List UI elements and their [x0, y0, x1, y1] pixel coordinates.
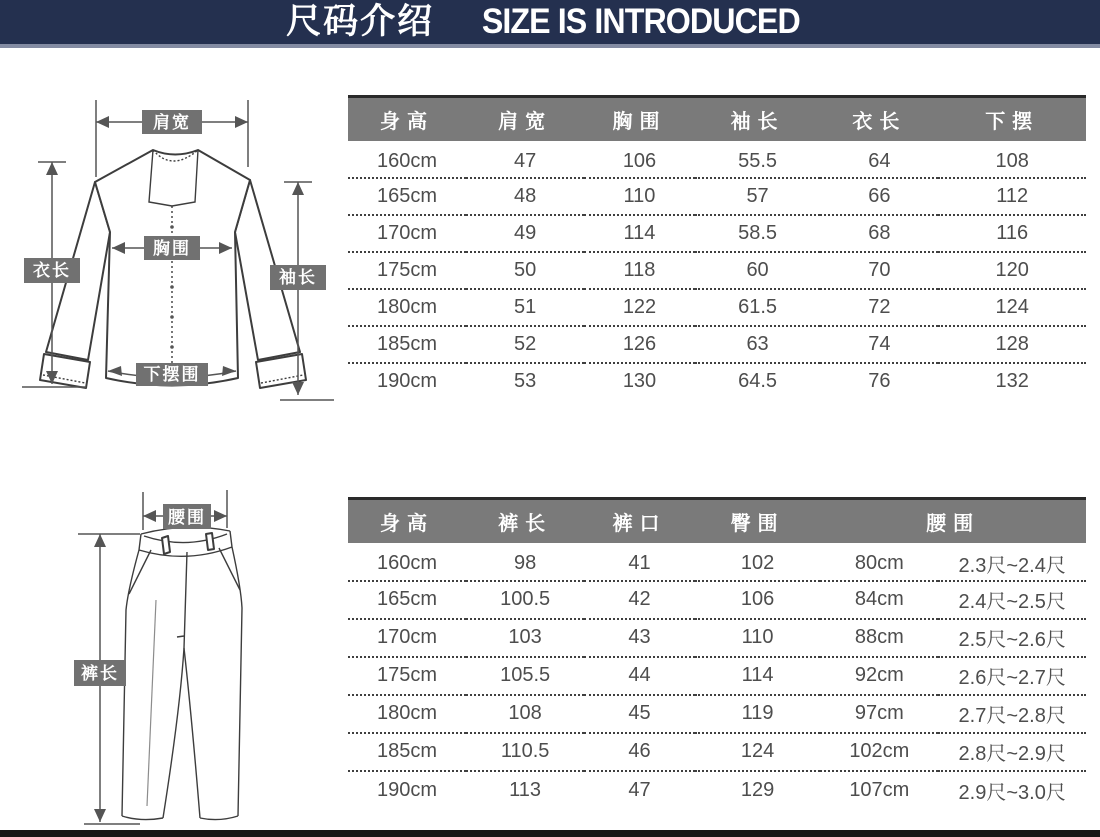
table-cell: 47: [513, 149, 537, 172]
table-cell: 41: [628, 552, 651, 574]
table-cell: 165cm: [377, 184, 438, 207]
table-cell: 122: [622, 295, 657, 318]
table-row: [348, 543, 1086, 581]
table-cell: 50: [513, 258, 537, 281]
pants-table-body: [348, 543, 1086, 809]
table-cell: 126: [622, 332, 657, 355]
pants-fly: [177, 552, 187, 648]
column-header: 身高: [348, 97, 466, 141]
table-cell: 160cm: [377, 149, 438, 172]
table-cell: 114: [623, 221, 656, 244]
table-cell: 180cm: [377, 295, 438, 318]
table-cell: 102: [740, 552, 775, 574]
table-cell: 160cm: [377, 552, 438, 574]
table-cell: 97cm: [854, 702, 904, 724]
table-row: [348, 363, 1086, 400]
table-cell: 175cm: [377, 664, 438, 686]
table-cell: 165cm: [377, 588, 438, 610]
table-cell: 2.8尺~2.9尺: [958, 743, 1066, 765]
banner-divider: [0, 44, 1100, 48]
shoulder-width-label: 肩宽: [153, 113, 191, 132]
table-row: [348, 215, 1086, 252]
table-cell: 110: [741, 626, 774, 648]
table-row: [348, 695, 1086, 733]
table-row: [348, 581, 1086, 619]
sleeve-length-label: 袖长: [279, 268, 317, 287]
garment-length-label: 衣长: [33, 261, 71, 280]
table-cell: 107cm: [849, 778, 910, 801]
table-cell: 58.5: [738, 221, 778, 244]
table-cell: 2.3尺~2.4尺: [958, 555, 1066, 577]
table-cell: 43: [628, 626, 651, 648]
table-cell: 110.5: [500, 740, 550, 762]
table-cell: 45: [628, 702, 651, 724]
table-cell: 175cm: [377, 258, 438, 281]
pants-waist-opening: [144, 534, 227, 543]
table-cell: 112: [996, 184, 1029, 207]
pants-right-beltloop: [206, 533, 214, 550]
pants-crease-line: [147, 600, 156, 806]
table-cell: 180cm: [377, 702, 438, 724]
column-header: 裤长: [466, 499, 584, 543]
footer-bar: [0, 830, 1100, 837]
column-header: 裤口: [584, 499, 695, 543]
table-cell: 52: [513, 332, 537, 355]
table-cell: 53: [513, 370, 537, 392]
pants-outline-drawing: [122, 527, 242, 819]
table-cell: 100.5: [500, 588, 551, 610]
table-cell: 84cm: [854, 588, 904, 610]
table-cell: 116: [996, 221, 1029, 244]
table-cell: 63: [746, 332, 769, 355]
table-cell: 118: [623, 258, 656, 281]
page-title-english: SIZE IS INTRODUCED: [482, 2, 801, 41]
table-cell: 2.7尺~2.8尺: [958, 705, 1066, 727]
table-cell: 2.6尺~2.7尺: [958, 667, 1066, 689]
table-row: [348, 619, 1086, 657]
column-header: 胸围: [584, 97, 695, 141]
table-cell: 190cm: [377, 370, 438, 392]
table-cell: 48: [513, 184, 537, 207]
title-banner: [0, 0, 1100, 44]
page-title-chinese: 尺码介绍: [286, 2, 435, 41]
table-cell: 49: [513, 221, 537, 244]
table-cell: 119: [741, 702, 774, 724]
table-cell: 80cm: [854, 552, 904, 574]
table-row: [348, 141, 1086, 178]
table-cell: 74: [868, 332, 891, 355]
shirt-table-header: [348, 97, 1086, 141]
table-cell: 44: [628, 664, 651, 686]
pants-left-pocket: [129, 550, 151, 594]
table-cell: 88cm: [854, 626, 904, 648]
table-cell: 72: [868, 295, 891, 318]
column-header: 臀围: [695, 499, 820, 543]
table-cell: 106: [740, 588, 775, 610]
table-row: [348, 771, 1086, 809]
table-cell: 110: [623, 184, 656, 207]
column-header: 下摆: [938, 97, 1086, 141]
table-cell: 2.5尺~2.6尺: [958, 629, 1066, 651]
table-cell: 108: [508, 702, 542, 724]
table-row: [348, 289, 1086, 326]
header-row: [348, 97, 1086, 141]
table-row: [348, 326, 1086, 363]
table-cell: 120: [995, 258, 1029, 281]
table-cell: 2.4尺~2.5尺: [958, 591, 1066, 613]
table-cell: 60: [746, 258, 769, 281]
pants-right-outer-seam: [232, 547, 242, 816]
waist-label: 腰围: [168, 508, 206, 527]
table-cell: 114: [741, 664, 774, 686]
hem-label: 下摆围: [143, 365, 201, 384]
table-cell: 170cm: [377, 626, 438, 648]
pants-table-header: [348, 499, 1086, 543]
table-cell: 64: [868, 149, 891, 172]
table-cell: 70: [868, 258, 891, 281]
table-cell: 130: [622, 370, 657, 392]
pants-right-inseam: [184, 648, 200, 818]
header-row: [348, 499, 1086, 543]
pants-right-hem: [200, 816, 238, 820]
table-cell: 170cm: [377, 221, 438, 244]
pants-length-measure: [74, 534, 140, 824]
pants-size-table: [348, 497, 1086, 809]
table-cell: 68: [868, 221, 891, 244]
table-cell: 129: [740, 778, 775, 801]
pants-waistband-bottom: [139, 547, 232, 556]
chest-label: 胸围: [153, 239, 191, 258]
shirt-size-table: [348, 95, 1086, 400]
waist-measure: [143, 490, 227, 530]
pants-left-hem: [122, 816, 163, 820]
table-cell: 55.5: [738, 149, 778, 172]
table-cell: 124: [995, 295, 1029, 318]
column-header: 袖长: [695, 97, 820, 141]
table-cell: 46: [628, 740, 651, 762]
table-cell: 66: [868, 184, 891, 207]
pants-diagram: [0, 470, 345, 832]
table-cell: 98: [513, 552, 537, 574]
pants-left-inseam: [163, 648, 184, 818]
table-cell: 102cm: [849, 740, 910, 762]
column-header: 腰围: [820, 499, 1086, 543]
table-row: [348, 178, 1086, 215]
table-cell: 128: [995, 332, 1029, 355]
shirt-table-body: [348, 141, 1086, 400]
table-cell: 185cm: [377, 740, 438, 762]
pants-length-label: 裤长: [81, 664, 119, 683]
table-cell: 92cm: [854, 664, 904, 686]
table-row: [348, 252, 1086, 289]
shirt-diagram: [0, 62, 345, 427]
table-cell: 61.5: [738, 295, 778, 318]
table-cell: 64.5: [738, 370, 778, 392]
table-row: [348, 733, 1086, 771]
table-cell: 124: [740, 740, 775, 762]
table-row: [348, 657, 1086, 695]
pants-waistband-sides: [139, 531, 232, 550]
table-cell: 51: [513, 295, 537, 318]
column-header: 肩宽: [466, 97, 584, 141]
table-cell: 113: [509, 778, 542, 801]
table-cell: 2.9尺~3.0尺: [958, 781, 1066, 804]
column-header: 衣长: [820, 97, 938, 141]
table-cell: 106: [622, 149, 657, 172]
table-cell: 105.5: [500, 664, 551, 686]
table-cell: 57: [746, 184, 769, 207]
table-cell: 103: [508, 626, 542, 648]
table-cell: 76: [868, 370, 891, 392]
pants-left-beltloop: [162, 536, 170, 554]
column-header: 身高: [348, 499, 466, 543]
table-cell: 190cm: [377, 778, 438, 801]
table-cell: 42: [628, 588, 651, 610]
table-cell: 47: [628, 778, 651, 801]
table-cell: 108: [995, 149, 1029, 172]
table-cell: 132: [995, 370, 1029, 392]
table-cell: 185cm: [377, 332, 438, 355]
